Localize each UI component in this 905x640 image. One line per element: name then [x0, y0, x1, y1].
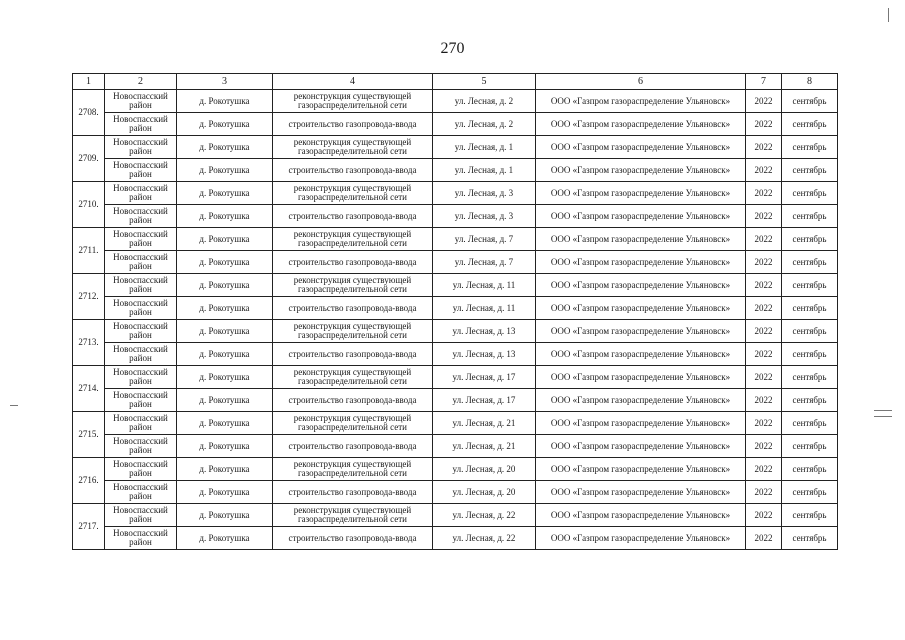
address-cell: ул. Лесная, д. 2 — [433, 90, 536, 113]
row-number-cell: 2716. — [73, 458, 105, 504]
work-type-cell: строительство газопровода-ввода — [273, 389, 433, 412]
table-row — [73, 343, 838, 366]
work-type-cell: строительство газопровода-ввода — [273, 435, 433, 458]
address-cell: ул. Лесная, д. 21 — [433, 412, 536, 435]
table-row — [73, 136, 838, 159]
address-cell: ул. Лесная, д. 2 — [433, 113, 536, 136]
year-cell: 2022 — [746, 228, 782, 251]
table-row — [73, 251, 838, 274]
organization-cell: ООО «Газпром газораспределение Ульяновск» — [536, 458, 746, 481]
year-cell: 2022 — [746, 458, 782, 481]
district-cell: Новоспасский район — [105, 228, 177, 251]
month-cell: сентябрь — [782, 435, 838, 458]
address-cell: ул. Лесная, д. 1 — [433, 136, 536, 159]
locality-cell: д. Рокотушка — [177, 113, 273, 136]
organization-cell: ООО «Газпром газораспределение Ульяновск» — [536, 481, 746, 504]
table-row — [73, 504, 838, 527]
month-cell: сентябрь — [782, 366, 838, 389]
column-header: 4 — [273, 74, 433, 90]
column-header: 5 — [433, 74, 536, 90]
column-header: 1 — [73, 74, 105, 90]
table-row — [73, 182, 838, 205]
address-cell: ул. Лесная, д. 21 — [433, 435, 536, 458]
organization-cell: ООО «Газпром газораспределение Ульяновск» — [536, 274, 746, 297]
district-cell: Новоспасский район — [105, 458, 177, 481]
table-body — [73, 90, 838, 550]
row-number-cell: 2711. — [73, 228, 105, 274]
month-cell: сентябрь — [782, 481, 838, 504]
row-number-cell: 2714. — [73, 366, 105, 412]
scan-mark — [874, 416, 892, 417]
address-cell: ул. Лесная, д. 20 — [433, 458, 536, 481]
year-cell: 2022 — [746, 159, 782, 182]
work-type-cell: реконструкция существующей газораспределительной сети — [273, 274, 433, 297]
organization-cell: ООО «Газпром газораспределение Ульяновск» — [536, 228, 746, 251]
address-cell: ул. Лесная, д. 11 — [433, 274, 536, 297]
address-cell: ул. Лесная, д. 3 — [433, 205, 536, 228]
locality-cell: д. Рокотушка — [177, 251, 273, 274]
row-number-cell: 2710. — [73, 182, 105, 228]
address-cell: ул. Лесная, д. 22 — [433, 504, 536, 527]
district-cell: Новоспасский район — [105, 205, 177, 228]
scan-mark — [10, 405, 18, 406]
address-cell: ул. Лесная, д. 13 — [433, 320, 536, 343]
year-cell: 2022 — [746, 343, 782, 366]
row-number-cell: 2709. — [73, 136, 105, 182]
organization-cell: ООО «Газпром газораспределение Ульяновск» — [536, 159, 746, 182]
district-cell: Новоспасский район — [105, 435, 177, 458]
month-cell: сентябрь — [782, 458, 838, 481]
table-row — [73, 366, 838, 389]
locality-cell: д. Рокотушка — [177, 320, 273, 343]
organization-cell: ООО «Газпром газораспределение Ульяновск» — [536, 366, 746, 389]
organization-cell: ООО «Газпром газораспределение Ульяновск» — [536, 113, 746, 136]
work-type-cell: реконструкция существующей газораспределительной сети — [273, 458, 433, 481]
table-row — [73, 320, 838, 343]
address-cell: ул. Лесная, д. 22 — [433, 527, 536, 550]
district-cell: Новоспасский район — [105, 251, 177, 274]
locality-cell: д. Рокотушка — [177, 481, 273, 504]
column-header: 2 — [105, 74, 177, 90]
month-cell: сентябрь — [782, 182, 838, 205]
gas-works-table — [72, 73, 838, 550]
table-row — [73, 90, 838, 113]
work-type-cell: реконструкция существующей газораспределительной сети — [273, 320, 433, 343]
table-row — [73, 274, 838, 297]
organization-cell: ООО «Газпром газораспределение Ульяновск» — [536, 90, 746, 113]
district-cell: Новоспасский район — [105, 481, 177, 504]
work-type-cell: строительство газопровода-ввода — [273, 205, 433, 228]
month-cell: сентябрь — [782, 90, 838, 113]
locality-cell: д. Рокотушка — [177, 504, 273, 527]
district-cell: Новоспасский район — [105, 343, 177, 366]
organization-cell: ООО «Газпром газораспределение Ульяновск» — [536, 297, 746, 320]
work-type-cell: реконструкция существующей газораспределительной сети — [273, 182, 433, 205]
organization-cell: ООО «Газпром газораспределение Ульяновск» — [536, 182, 746, 205]
organization-cell: ООО «Газпром газораспределение Ульяновск» — [536, 389, 746, 412]
month-cell: сентябрь — [782, 343, 838, 366]
row-number-cell: 2715. — [73, 412, 105, 458]
month-cell: сентябрь — [782, 251, 838, 274]
work-type-cell: строительство газопровода-ввода — [273, 343, 433, 366]
address-cell: ул. Лесная, д. 11 — [433, 297, 536, 320]
year-cell: 2022 — [746, 205, 782, 228]
row-number-cell: 2708. — [73, 90, 105, 136]
locality-cell: д. Рокотушка — [177, 343, 273, 366]
month-cell: сентябрь — [782, 136, 838, 159]
work-type-cell: строительство газопровода-ввода — [273, 297, 433, 320]
address-cell: ул. Лесная, д. 7 — [433, 228, 536, 251]
year-cell: 2022 — [746, 320, 782, 343]
organization-cell: ООО «Газпром газораспределение Ульяновск» — [536, 412, 746, 435]
district-cell: Новоспасский район — [105, 136, 177, 159]
address-cell: ул. Лесная, д. 20 — [433, 481, 536, 504]
district-cell: Новоспасский район — [105, 90, 177, 113]
table-row — [73, 458, 838, 481]
header-row — [73, 74, 838, 90]
district-cell: Новоспасский район — [105, 527, 177, 550]
address-cell: ул. Лесная, д. 1 — [433, 159, 536, 182]
district-cell: Новоспасский район — [105, 113, 177, 136]
table-row — [73, 205, 838, 228]
table-row — [73, 527, 838, 550]
month-cell: сентябрь — [782, 205, 838, 228]
address-cell: ул. Лесная, д. 3 — [433, 182, 536, 205]
month-cell: сентябрь — [782, 274, 838, 297]
column-header: 3 — [177, 74, 273, 90]
locality-cell: д. Рокотушка — [177, 366, 273, 389]
work-type-cell: строительство газопровода-ввода — [273, 527, 433, 550]
work-type-cell: реконструкция существующей газораспределительной сети — [273, 412, 433, 435]
year-cell: 2022 — [746, 481, 782, 504]
year-cell: 2022 — [746, 504, 782, 527]
month-cell: сентябрь — [782, 297, 838, 320]
scan-mark — [874, 410, 892, 411]
month-cell: сентябрь — [782, 412, 838, 435]
year-cell: 2022 — [746, 435, 782, 458]
organization-cell: ООО «Газпром газораспределение Ульяновск» — [536, 136, 746, 159]
locality-cell: д. Рокотушка — [177, 389, 273, 412]
address-cell: ул. Лесная, д. 17 — [433, 389, 536, 412]
organization-cell: ООО «Газпром газораспределение Ульяновск» — [536, 343, 746, 366]
work-type-cell: строительство газопровода-ввода — [273, 251, 433, 274]
district-cell: Новоспасский район — [105, 182, 177, 205]
page-number: 270 — [440, 40, 465, 57]
address-cell: ул. Лесная, д. 17 — [433, 366, 536, 389]
month-cell: сентябрь — [782, 159, 838, 182]
organization-cell: ООО «Газпром газораспределение Ульяновск» — [536, 435, 746, 458]
district-cell: Новоспасский район — [105, 389, 177, 412]
organization-cell: ООО «Газпром газораспределение Ульяновск» — [536, 205, 746, 228]
work-type-cell: реконструкция существующей газораспределительной сети — [273, 228, 433, 251]
address-cell: ул. Лесная, д. 7 — [433, 251, 536, 274]
work-type-cell: реконструкция существующей газораспределительной сети — [273, 90, 433, 113]
locality-cell: д. Рокотушка — [177, 136, 273, 159]
address-cell: ул. Лесная, д. 13 — [433, 343, 536, 366]
year-cell: 2022 — [746, 90, 782, 113]
scan-mark — [888, 8, 889, 22]
month-cell: сентябрь — [782, 320, 838, 343]
month-cell: сентябрь — [782, 527, 838, 550]
month-cell: сентябрь — [782, 113, 838, 136]
column-header: 7 — [746, 74, 782, 90]
district-cell: Новоспасский район — [105, 412, 177, 435]
locality-cell: д. Рокотушка — [177, 274, 273, 297]
locality-cell: д. Рокотушка — [177, 228, 273, 251]
work-type-cell: строительство газопровода-ввода — [273, 159, 433, 182]
month-cell: сентябрь — [782, 504, 838, 527]
organization-cell: ООО «Газпром газораспределение Ульяновск» — [536, 527, 746, 550]
table-row — [73, 297, 838, 320]
locality-cell: д. Рокотушка — [177, 297, 273, 320]
locality-cell: д. Рокотушка — [177, 458, 273, 481]
column-header: 6 — [536, 74, 746, 90]
district-cell: Новоспасский район — [105, 297, 177, 320]
year-cell: 2022 — [746, 182, 782, 205]
row-number-cell: 2712. — [73, 274, 105, 320]
table-row — [73, 435, 838, 458]
locality-cell: д. Рокотушка — [177, 182, 273, 205]
work-type-cell: строительство газопровода-ввода — [273, 113, 433, 136]
year-cell: 2022 — [746, 366, 782, 389]
district-cell: Новоспасский район — [105, 274, 177, 297]
work-type-cell: реконструкция существующей газораспределительной сети — [273, 366, 433, 389]
table-row — [73, 389, 838, 412]
district-cell: Новоспасский район — [105, 159, 177, 182]
locality-cell: д. Рокотушка — [177, 205, 273, 228]
column-header: 8 — [782, 74, 838, 90]
year-cell: 2022 — [746, 297, 782, 320]
month-cell: сентябрь — [782, 389, 838, 412]
table-row — [73, 412, 838, 435]
work-type-cell: строительство газопровода-ввода — [273, 481, 433, 504]
organization-cell: ООО «Газпром газораспределение Ульяновск» — [536, 320, 746, 343]
locality-cell: д. Рокотушка — [177, 527, 273, 550]
year-cell: 2022 — [746, 412, 782, 435]
district-cell: Новоспасский район — [105, 366, 177, 389]
year-cell: 2022 — [746, 527, 782, 550]
year-cell: 2022 — [746, 113, 782, 136]
year-cell: 2022 — [746, 389, 782, 412]
locality-cell: д. Рокотушка — [177, 159, 273, 182]
year-cell: 2022 — [746, 251, 782, 274]
organization-cell: ООО «Газпром газораспределение Ульяновск» — [536, 251, 746, 274]
table-row — [73, 159, 838, 182]
table-row — [73, 481, 838, 504]
work-type-cell: реконструкция существующей газораспределительной сети — [273, 504, 433, 527]
organization-cell: ООО «Газпром газораспределение Ульяновск» — [536, 504, 746, 527]
locality-cell: д. Рокотушка — [177, 435, 273, 458]
row-number-cell: 2713. — [73, 320, 105, 366]
row-number-cell: 2717. — [73, 504, 105, 550]
district-cell: Новоспасский район — [105, 320, 177, 343]
year-cell: 2022 — [746, 274, 782, 297]
table-row — [73, 113, 838, 136]
locality-cell: д. Рокотушка — [177, 412, 273, 435]
month-cell: сентябрь — [782, 228, 838, 251]
table-row — [73, 228, 838, 251]
year-cell: 2022 — [746, 136, 782, 159]
locality-cell: д. Рокотушка — [177, 90, 273, 113]
work-type-cell: реконструкция существующей газораспределительной сети — [273, 136, 433, 159]
district-cell: Новоспасский район — [105, 504, 177, 527]
